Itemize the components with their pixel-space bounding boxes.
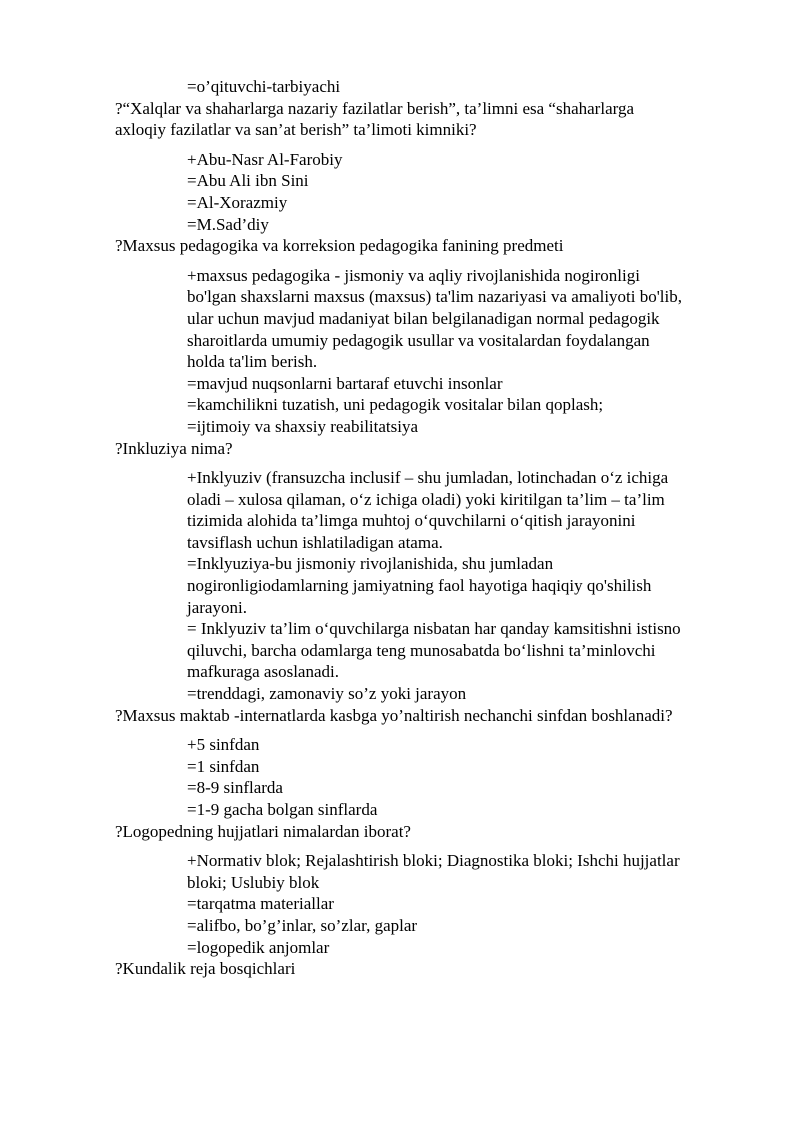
text-line: +5 sinfdan [187,735,260,755]
text-line: jarayoni. [187,597,247,617]
text-line: +Inklyuziv (fransuzcha inclusif – shu jumladan, lotinchadan o‘z ichiga [187,468,669,488]
text-line: ular uchun mavjud madaniyat bilan belgilanadigan normal pedagogik [187,308,660,328]
answer-option [187,76,747,98]
answer-option [187,214,747,236]
text-line: bloki; Uslubiy blok [187,872,320,892]
text-line: =trenddagi, zamonaviy so’z yoki jarayon [187,684,467,704]
text-line: =o’qituvchi-tarbiyachi [187,77,341,96]
answer-option [187,893,747,915]
answer-option [187,467,747,553]
text-line: nogironligiodamlarning jamiyatning faol hayotiga haqiqiy qo'shilish [187,576,652,596]
answer-option [187,799,747,821]
text-line: +Normativ blok; Rejalashtirish bloki; Diagnostika bloki; Ishchi hujjatlar [187,851,680,871]
answer-option [187,416,747,438]
text-line: =1 sinfdan [187,756,260,776]
text-line: qiluvchi, barcha odamlarga teng munosabatda bo‘lishni ta’minlovchi [187,640,656,660]
question-text [115,821,745,843]
text-line: =8-9 sinflarda [187,778,283,798]
answer-option [187,850,747,893]
text-line: tavsiflash uchun ishlatiladigan atama. [187,532,443,552]
text-line: oladi – xulosa qilaman, o‘z ichiga oladi) yoki kiritilgan ta’lim – ta’lim [187,489,665,509]
answer-option [187,734,747,756]
answer-option [187,937,747,959]
answer-option [187,777,747,799]
text-line: tizimida alohida ta’limga muhtoj o‘quvchilarni o‘qitish jarayonini [187,511,636,531]
text-line: =mavjud nuqsonlarni bartaraf etuvchi insonlar [187,373,503,393]
answer-option [187,394,747,416]
text-line: mafkuraga asoslanadi. [187,662,339,682]
text-line: +maxsus pedagogika - jismoniy va aqliy rivojlanishida nogironligi [187,265,640,285]
text-line: ?Kundalik reja bosqichlari [115,959,296,979]
text-line: sharoitlarda umumiy pedagogik usullar va vositalardan foydalangan [187,330,650,350]
question-text [115,235,745,257]
text-line: =Inklyuziya-bu jismoniy rivojlanishida, shu jumladan [187,554,554,574]
text-line: = Inklyuziv ta’lim o‘quvchilarga nisbatan har qanday kamsitishni istisno [187,619,681,639]
text-line: =kamchilikni tuzatish, uni pedagogik vositalar bilan qoplash; [187,395,604,415]
answer-option [187,756,747,778]
text-line: ?Maxsus maktab -internatlarda kasbga yo’naltirish nechanchi sinfdan boshlanadi? [115,705,673,725]
answer-option [187,149,747,171]
answer-option [187,170,747,192]
document-body [0,76,800,980]
text-line: =ijtimoiy va shaxsiy reabilitatsiya [187,416,419,436]
text-line: =M.Sad’diy [187,214,269,234]
text-line: ?“Xalqlar va shaharlarga nazariy fazilatlar berish”, ta’limni esa “shaharlarga [115,98,635,118]
answer-option [187,915,747,937]
answer-option [187,553,747,618]
answer-option [187,683,747,705]
text-line: =Al-Xorazmiy [187,192,288,212]
question-text [115,705,745,727]
answer-option [187,265,747,373]
text-line: =1-9 gacha bolgan sinflarda [187,800,378,819]
text-line: +Abu-Nasr Al-Farobiy [187,149,343,169]
question-text [115,958,745,980]
text-line: ?Maxsus pedagogika va korreksion pedagogika fanining predmeti [115,236,564,256]
answer-option [187,373,747,395]
text-line: holda ta'lim berish. [187,352,318,372]
question-text [115,438,745,460]
text-line: =Abu Ali ibn Sini [187,171,309,191]
text-line: =tarqatma materiallar [187,894,334,914]
text-line: ?Inkluziya nima? [115,438,233,458]
text-line: axloqiy fazilatlar va san’at berish” ta’limoti kimniki? [115,120,477,140]
text-line: ?Logopedning hujjatlari nimalardan iborat? [115,821,411,841]
question-text [115,98,745,141]
answer-option [187,192,747,214]
text-line: =logopedik anjomlar [187,937,330,957]
text-line: =alifbo, bo’g’inlar, so’zlar, gaplar [187,915,418,935]
text-line: bo'lgan shaxslarni maxsus (maxsus) ta'lim nazariyasi va amaliyoti bo'lib, [187,287,683,307]
answer-option [187,618,747,683]
